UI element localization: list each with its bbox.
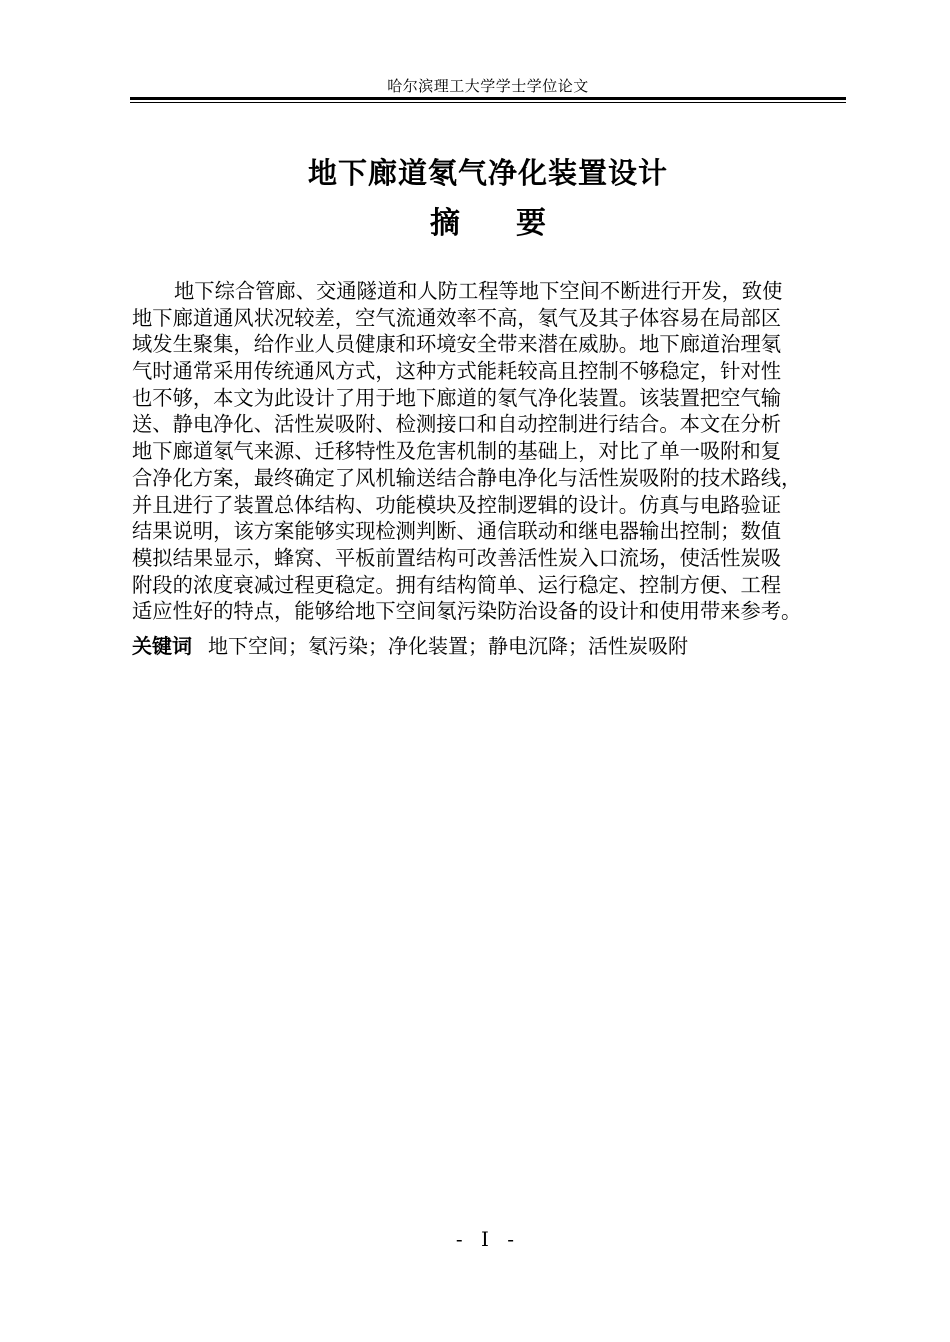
abstract-line: 气时通常采用传统通风方式，这种方式能耗较高且控制不够稳定，针对性 [132, 359, 782, 384]
abstract-line: 模拟结果显示，蜂窝、平板前置结构可改善活性炭入口流场，使活性炭吸 [132, 545, 782, 570]
keywords-label: 关键词 [132, 634, 192, 658]
abstract-line: 送、静电净化、活性炭吸附、检测接口和自动控制进行结合。本文在分析 [132, 412, 782, 437]
header-rule-thick [130, 97, 846, 100]
page-number: - I - [455, 1227, 521, 1251]
abstract-line: 地下廊道通风状况较差，空气流通效率不高，氡气及其子体容易在局部区 [132, 305, 782, 330]
keywords-row [132, 632, 846, 660]
abstract-heading: 摘要 [430, 206, 602, 241]
running-header: 哈尔滨理工大学学士学位论文 [387, 77, 589, 95]
thesis-title: 地下廊道氡气净化装置设计 [307, 156, 668, 190]
abstract-line: 地下廊道氡气来源、迁移特性及危害机制的基础上，对比了单一吸附和复 [132, 439, 782, 464]
header-rule-thin [130, 102, 846, 103]
abstract-line: 附段的浓度衰减过程更稳定。拥有结构简单、运行稳定、控制方便、工程 [132, 572, 782, 597]
abstract-line: 并且进行了装置总体结构、功能模块及控制逻辑的设计。仿真与电路验证 [132, 492, 782, 517]
abstract-line: 域发生聚集，给作业人员健康和环境安全带来潜在威胁。地下廊道治理氡 [132, 332, 782, 357]
abstract-line: 也不够，本文为此设计了用于地下廊道的氡气净化装置。该装置把空气输 [132, 385, 782, 410]
abstract-line: 合净化方案，最终确定了风机输送结合静电净化与活性炭吸附的技术路线， [132, 465, 802, 490]
abstract-line: 适应性好的特点，能够给地下空间氡污染防治设备的设计和使用带来参考。 [132, 599, 802, 624]
keywords-text: 地下空间；氡污染；净化装置；静电沉降；活性炭吸附 [208, 634, 688, 658]
abstract-line: 结果说明，该方案能够实现检测判断、通信联动和继电器输出控制；数值 [132, 519, 782, 544]
abstract-body [132, 278, 846, 625]
abstract-line: 地下综合管廊、交通隧道和人防工程等地下空间不断进行开发，致使 [174, 279, 783, 303]
